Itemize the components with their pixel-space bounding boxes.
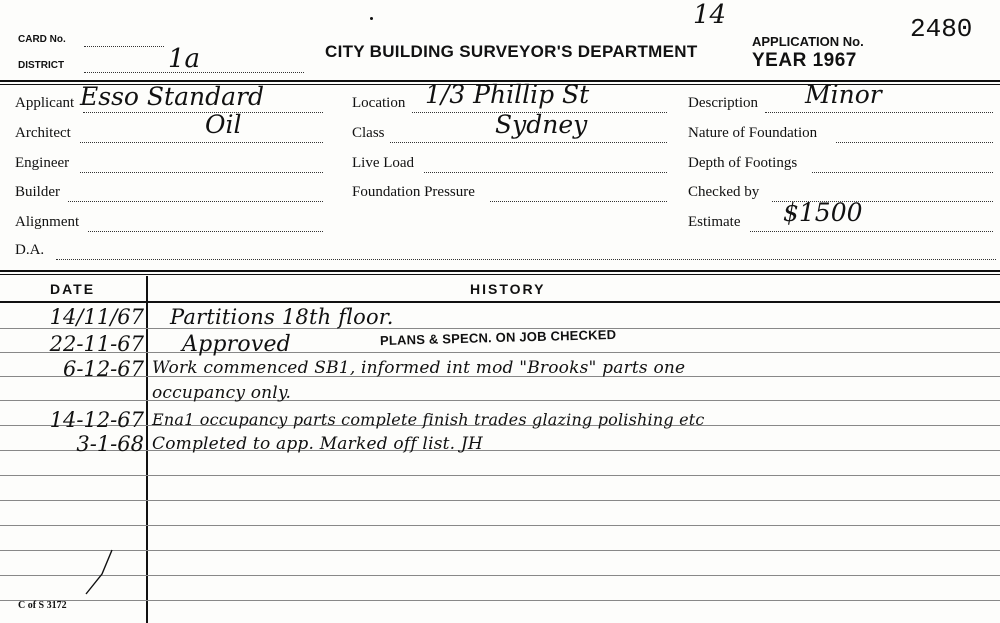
alignment-label: Alignment <box>15 214 80 230</box>
ruled-line <box>0 550 1000 551</box>
estimate-value: $1500 <box>783 198 863 227</box>
history-entry: Work commenced SB1, informed int mod "Brooks" parts one <box>152 358 686 378</box>
description-label: Description <box>688 95 758 111</box>
class-label: Class <box>352 125 385 141</box>
ruled-line <box>0 575 1000 576</box>
applicant-value-2: Oil <box>205 110 242 139</box>
history-header-rule <box>0 301 1000 303</box>
history-date: 14-12-67 <box>49 408 144 432</box>
ruled-line <box>0 450 1000 451</box>
alignment-line <box>88 231 323 232</box>
foundation-pressure-line <box>490 201 667 202</box>
pen-stroke-mark <box>80 548 120 598</box>
history-header: HISTORY <box>470 281 546 297</box>
da-line <box>56 259 996 260</box>
district-label: DISTRICT <box>18 60 65 71</box>
nature-of-foundation-label: Nature of Foundation <box>688 125 818 141</box>
history-entry: Completed to app. Marked off list. JH <box>152 434 483 454</box>
dot-mark <box>370 17 373 20</box>
history-top-rule <box>0 270 1000 272</box>
ruled-line <box>0 475 1000 476</box>
engineer-label: Engineer <box>15 155 70 171</box>
class-line <box>390 142 667 143</box>
history-date: 14/11/67 <box>49 305 144 329</box>
year-label: YEAR 1967 <box>752 50 857 71</box>
application-no-label: APPLICATION No. <box>752 34 864 49</box>
description-line <box>765 112 993 113</box>
da-label: D.A. <box>15 242 45 258</box>
history-date: 6-12-67 <box>63 357 144 381</box>
live-load-line <box>424 172 667 173</box>
engineer-line <box>80 172 323 173</box>
architect-line <box>80 142 323 143</box>
history-entry: Partitions 18th floor. <box>170 305 394 329</box>
history-entry: Ena1 occupancy parts complete finish trades glazing polishing etc <box>152 410 705 429</box>
live-load-label: Live Load <box>352 155 415 171</box>
history-date: 22-11-67 <box>49 332 144 356</box>
history-entry: occupancy only. <box>152 383 292 403</box>
card-no-label: CARD No. <box>18 34 66 45</box>
description-value: Minor <box>805 80 882 109</box>
architect-label: Architect <box>15 125 71 141</box>
applicant-line <box>83 112 323 113</box>
checked-stamp: PLANS & SPECN. ON JOB CHECKED <box>379 326 617 349</box>
top-mark: 14 <box>693 0 727 30</box>
ruled-line <box>0 352 1000 353</box>
depth-of-footings-line <box>812 172 993 173</box>
card-no-line <box>84 46 164 47</box>
ruled-line <box>0 400 1000 401</box>
estimate-line <box>750 231 993 232</box>
applicant-label: Applicant <box>15 95 75 111</box>
history-entry: Approved <box>182 332 291 357</box>
foundation-pressure-label: Foundation Pressure <box>352 184 475 200</box>
class-value: Sydney <box>495 110 588 139</box>
applicant-value: Esso Standard <box>80 82 264 111</box>
ruled-line <box>0 328 1000 329</box>
depth-of-footings-label: Depth of Footings <box>688 155 798 171</box>
district-value: 1a <box>168 44 201 74</box>
builder-label: Builder <box>15 184 60 200</box>
application-no-value: 2480 <box>910 14 973 44</box>
location-value: 1/3 Phillip St <box>425 80 590 109</box>
builder-line <box>68 201 323 202</box>
date-header: DATE <box>50 281 96 297</box>
nature-of-foundation-line <box>836 142 993 143</box>
history-date: 3-1-68 <box>76 432 144 456</box>
form-code: C of S 3172 <box>18 600 67 611</box>
location-label: Location <box>352 95 406 111</box>
estimate-label: Estimate <box>688 214 741 230</box>
history-top-rule-2 <box>0 274 1000 275</box>
checked-by-label: Checked by <box>688 184 760 200</box>
page-title: CITY BUILDING SURVEYOR'S DEPARTMENT <box>325 42 698 61</box>
ruled-line <box>0 525 1000 526</box>
ruled-line <box>0 600 1000 601</box>
ruled-line <box>0 500 1000 501</box>
